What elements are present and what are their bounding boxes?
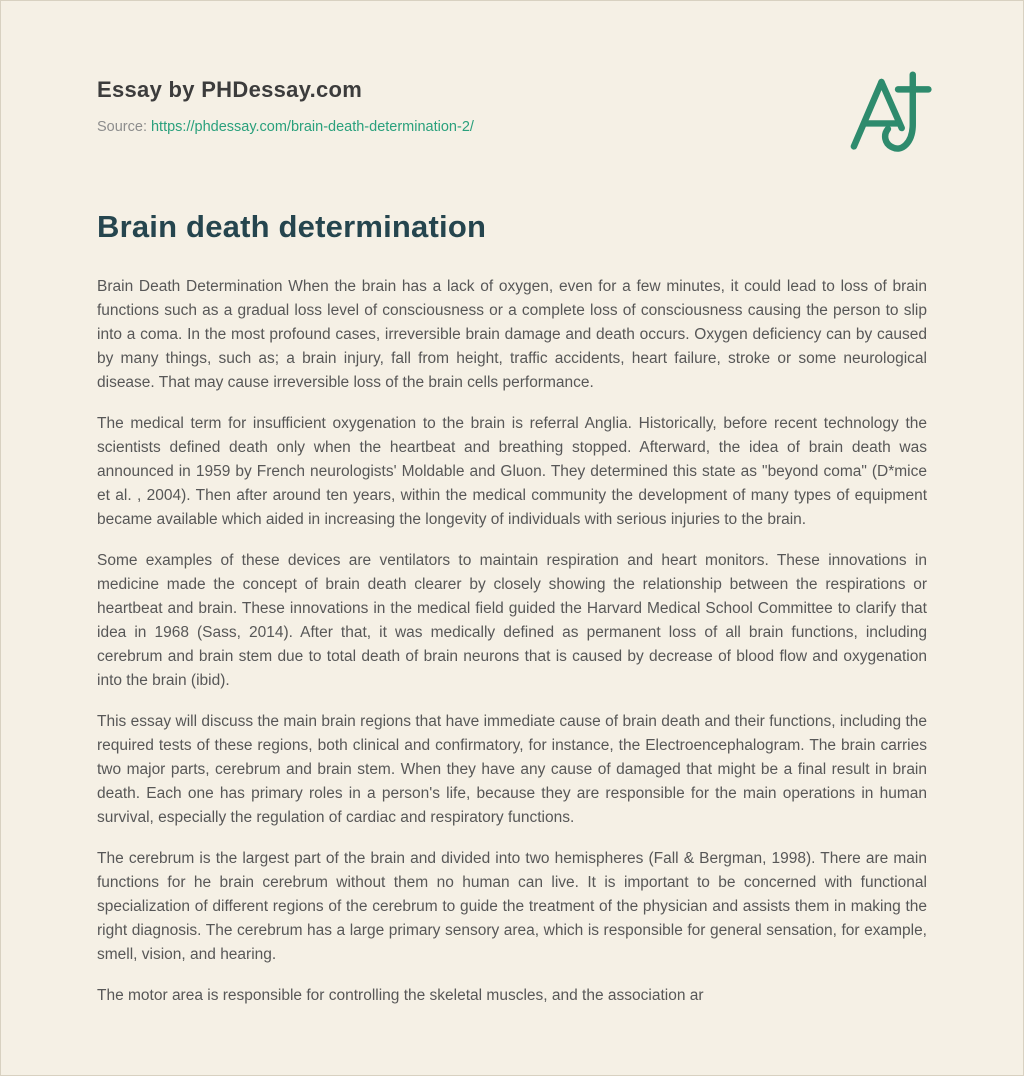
- essay-title: Brain death determination: [97, 209, 487, 244]
- essay-paragraph: Some examples of these devices are ventilators to maintain respiration and heart monitors. These innovations in medicine made the concept of brain death clearer by closely showing the relationship between the respirations or heartbeat and brain. These innovations in the medical field guided the Harvard Medical School Committee to clarify that idea in 1968 (Sass, 2014). After that, it was medically defined as permanent loss of all brain functions, including cerebrum and brain stem due to total death of brain neurons that is caused by decrease of blood flow and oxygenation into the brain (ibid).: [97, 552, 927, 689]
- phdessay-logo-icon: [841, 71, 933, 163]
- essay-page: [1, 1, 1023, 1008]
- essay-paragraph: This essay will discuss the main brain regions that have immediate cause of brain death and their functions, including the required tests of these regions, both clinical and confirmatory, for instance, the Electroencephalogram. The brain carries two major parts, cerebrum and brain stem. When they have any cause of damaged that might be a final result in brain death. Each one has primary roles in a person's life, because they are responsible for the main operations in human survival, especially the regulation of cardiac and respiratory functions.: [97, 713, 927, 826]
- byline: Essay by PHDessay.com: [97, 77, 363, 102]
- essay-paragraph: Brain Death Determination When the brain has a lack of oxygen, even for a few minutes, it could lead to loss of brain functions such as a gradual loss level of consciousness or a complete loss of consciousness causing the person to slip into a coma. In the most profound cases, irreversible brain damage and death occurs. Oxygen deficiency can by caused by many things, such as; a brain injury, fall from height, traffic accidents, heart failure, stroke or some neurological disease. That may cause irreversible loss of the brain cells performance.: [97, 278, 927, 391]
- essay-body: [97, 275, 927, 1008]
- source-label: Source:: [97, 119, 147, 135]
- source-line: [97, 119, 927, 135]
- source-link[interactable]: https://phdessay.com/brain-death-determination-2/: [150, 119, 474, 135]
- essay-paragraph: The medical term for insufficient oxygenation to the brain is referral Anglia. Historically, before recent technology the scientists defined death only when the heartbeat and breathing stopped. Afterward, the idea of brain death was announced in 1959 by French neurologists' Moldable and Gluon. They determined this state as "beyond coma" (D*mice et al. , 2004). Then after around ten years, within the medical community the development of many types of equipment became available which aided in increasing the longevity of individuals with serious injuries to the brain.: [97, 415, 927, 528]
- essay-paragraph: The motor area is responsible for controlling the skeletal muscles, and the association ar: [97, 987, 704, 1004]
- essay-paragraph: The cerebrum is the largest part of the brain and divided into two hemispheres (Fall & Bergman, 1998). There are main functions for he brain cerebrum without them no human can live. It is important to be concerned with functional specialization of different regions of the cerebrum to guide the treatment of the physician and assists them in making the right diagnosis. The cerebrum has a large primary sensory area, which is responsible for general sensation, for example, smell, vision, and hearing.: [97, 850, 927, 963]
